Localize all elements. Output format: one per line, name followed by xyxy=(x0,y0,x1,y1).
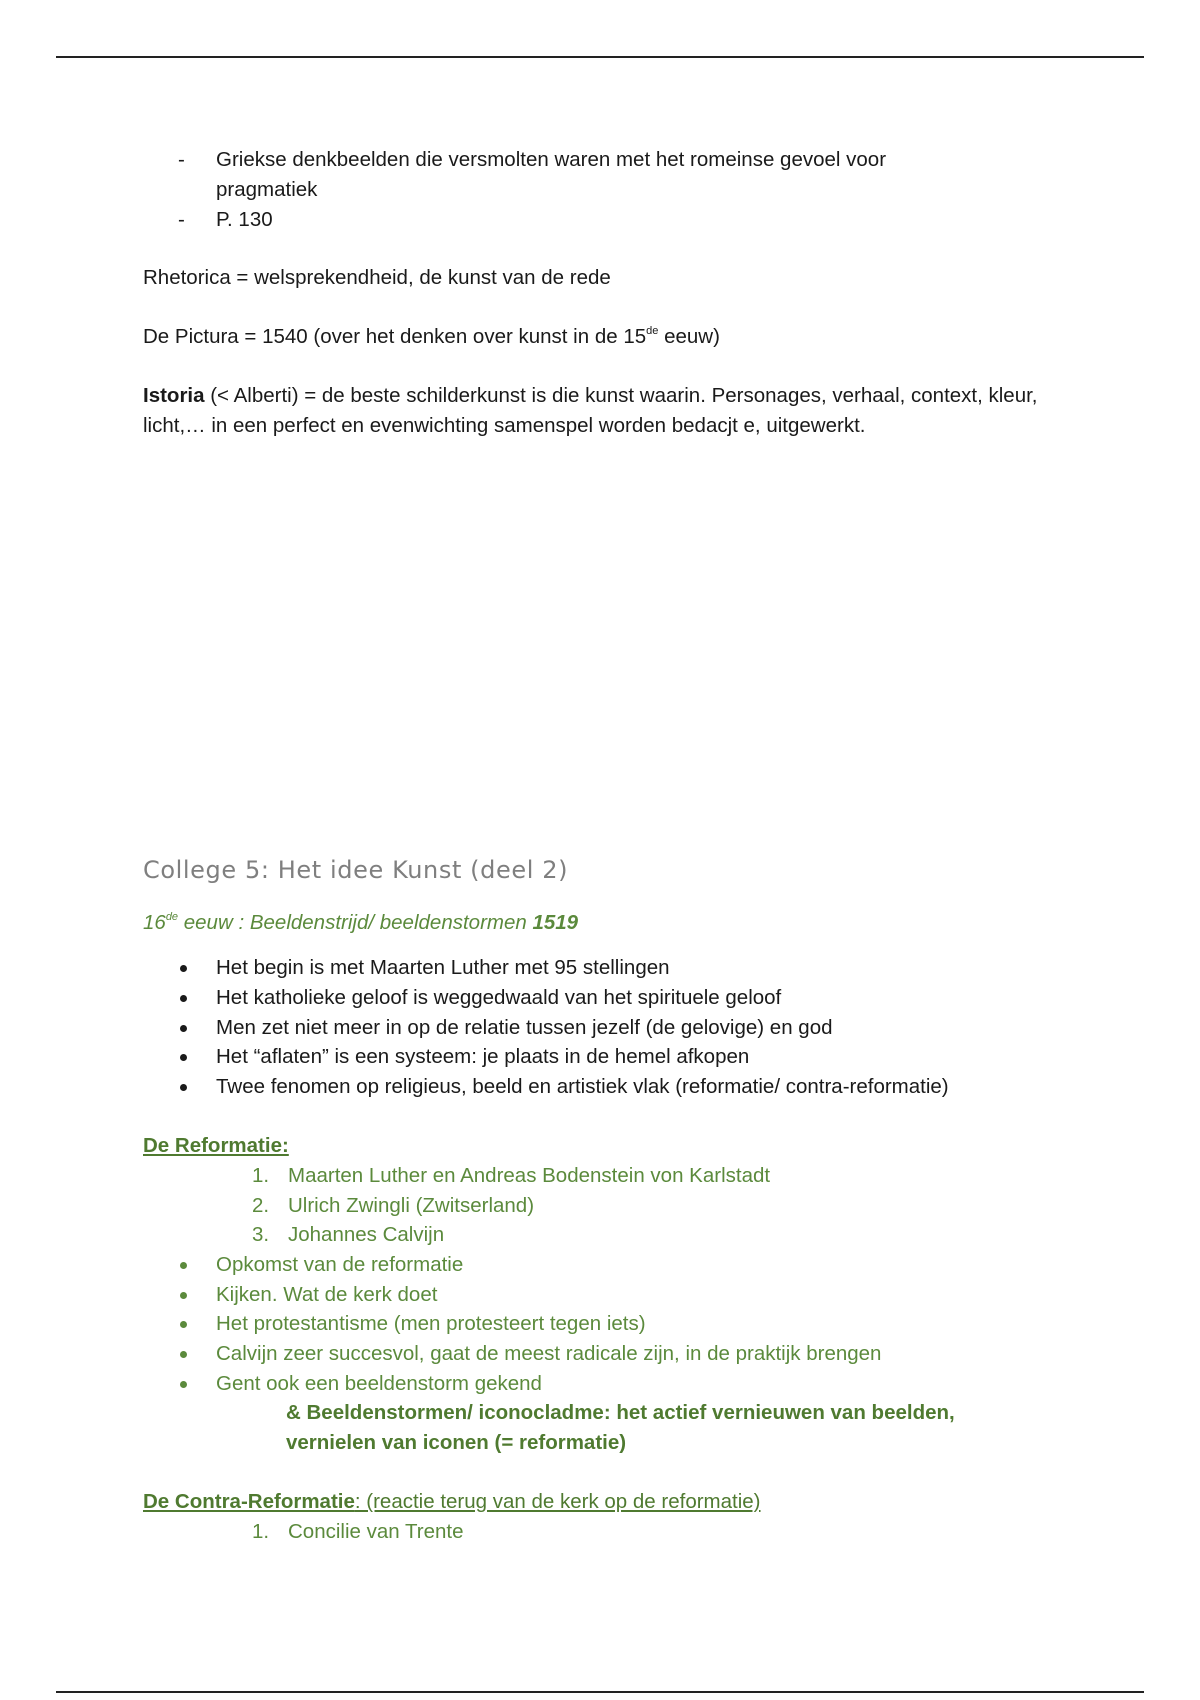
list-item-text: Griekse denkbeelden die versmolten waren met het romeinse gevoel voor pragmatiek xyxy=(216,148,887,201)
item-number: 1. xyxy=(252,1520,270,1543)
item-number: 1. xyxy=(252,1164,270,1187)
pictura-text-end: eeuw) xyxy=(658,325,720,348)
bullet-icon xyxy=(180,1084,187,1091)
list-item-text: Het protestantisme (men protesteert tegen iets) xyxy=(216,1312,646,1335)
list-item-text: Het “aflaten” is een systeem: je plaats in de hemel afkopen xyxy=(216,1045,750,1068)
subheading-text: eeuw : Beeldenstrijd/ beeldenstormen xyxy=(178,911,533,934)
rhetorica-definition: Rhetorica = welsprekendheid, de kunst van de rede xyxy=(143,266,611,289)
bullet-icon xyxy=(180,1025,187,1032)
pictura-superscript: de xyxy=(646,325,659,337)
list-item-text: Gent ook een beeldenstorm gekend xyxy=(216,1372,542,1395)
item-text: Ulrich Zwingli (Zwitserland) xyxy=(288,1194,535,1217)
beeldenstorm-note: & Beeldenstormen/ iconocladme: het actief vernieuwen van beelden, vernielen van iconen (= reformatie) xyxy=(286,1401,955,1454)
item-text: Johannes Calvijn xyxy=(288,1223,445,1246)
contra-label-rest: : (reactie terug van de kerk op de reformatie) xyxy=(354,1490,761,1513)
istoria-text: (< Alberti) = de beste schilderkunst is die kunst waarin. Personages, verhaal, context, kleur, licht,… in een perfect en evenwichting samenspel worden bedacjt e, uitgewerkt. xyxy=(143,384,1038,437)
bullet-icon xyxy=(180,1262,187,1269)
pictura-definition xyxy=(143,322,1063,352)
list-item-text: Het katholieke geloof is weggedwaald van het spirituele geloof xyxy=(216,986,782,1009)
item-text: Concilie van Trente xyxy=(288,1520,464,1543)
header-rule xyxy=(56,56,1144,58)
section-heading: College 5: Het idee Kunst (deel 2) xyxy=(143,856,569,884)
istoria-definition xyxy=(143,381,1063,441)
bullet-icon xyxy=(180,1321,187,1328)
subheading xyxy=(143,908,578,938)
bullet-icon xyxy=(180,1381,187,1388)
item-number: 2. xyxy=(252,1194,270,1217)
list-item-text: Opkomst van de reformatie xyxy=(216,1253,464,1276)
subheading-year: 1519 xyxy=(532,911,579,934)
pictura-text: De Pictura = 1540 (over het denken over kunst in de 15 xyxy=(143,325,647,348)
dash-marker: - xyxy=(178,148,185,171)
footer-rule xyxy=(56,1691,1144,1693)
century-superscript: de xyxy=(165,911,179,923)
bullet-icon xyxy=(180,995,187,1002)
item-number: 3. xyxy=(252,1223,270,1246)
bullet-icon xyxy=(180,1292,187,1299)
reformatie-label: De Reformatie: xyxy=(143,1134,289,1157)
bullet-icon xyxy=(180,1054,187,1061)
item-text: Maarten Luther en Andreas Bodenstein von Karlstadt xyxy=(288,1164,771,1187)
dash-marker: - xyxy=(178,208,185,231)
list-item-text: Men zet niet meer in op de relatie tussen jezelf (de gelovige) en god xyxy=(216,1016,833,1039)
list-item-text: Kijken. Wat de kerk doet xyxy=(216,1283,438,1306)
bullet-icon xyxy=(180,1351,187,1358)
list-item-text: Calvijn zeer succesvol, gaat de meest radicale zijn, in de praktijk brengen xyxy=(216,1342,882,1365)
century-number: 16 xyxy=(143,911,166,934)
bullet-icon xyxy=(180,965,187,972)
list-item-text: Twee fenomen op religieus, beeld en artistiek vlak (reformatie/ contra-reformatie) xyxy=(216,1075,949,1098)
contra-reformatie-label xyxy=(143,1487,761,1517)
istoria-term: Istoria xyxy=(143,384,205,407)
list-item-text: P. 130 xyxy=(216,208,273,231)
contra-label-text: De Contra-Reformatie xyxy=(143,1490,355,1513)
list-item-text: Het begin is met Maarten Luther met 95 stellingen xyxy=(216,956,670,979)
